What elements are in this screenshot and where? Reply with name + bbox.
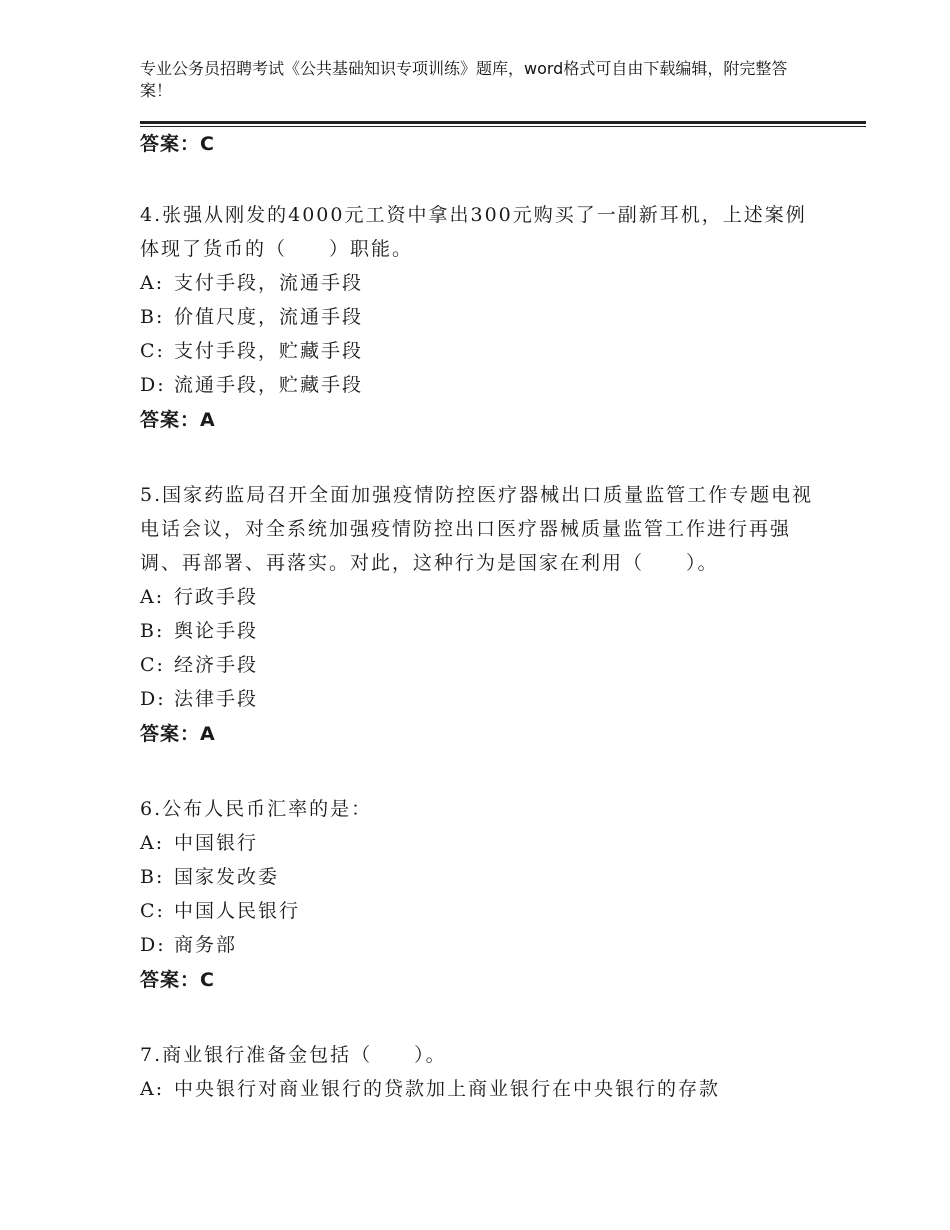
option-text: 中国银行: [174, 832, 259, 854]
option-text: 行政手段: [174, 586, 259, 608]
option-b: [140, 860, 820, 894]
option-text: 舆论手段: [174, 620, 259, 642]
header-rule-thin: [140, 126, 866, 127]
question-answer: 答案：C: [140, 969, 215, 991]
option-letter: C:: [140, 900, 165, 922]
option-letter: A:: [140, 832, 165, 854]
option-c: [140, 894, 820, 928]
question-4: [140, 198, 820, 438]
question-stem: 5.国家药监局召开全面加强疫情防控医疗器械出口质量监管工作专题电视电话会议，对全系统加强疫情防控出口医疗器械质量监管工作进行再强调、再部署、再落实。对此，这种行为是国家在利用（ ）。: [140, 484, 814, 574]
option-text: 流通手段，贮藏手段: [174, 374, 364, 396]
option-text: 支付手段，流通手段: [174, 272, 364, 294]
option-text: 价值尺度，流通手段: [174, 306, 364, 328]
option-d: [140, 928, 820, 962]
option-text: 支付手段，贮藏手段: [174, 340, 364, 362]
option-letter: A:: [140, 1078, 165, 1100]
question-answer: 答案：A: [140, 723, 216, 745]
option-letter: C:: [140, 340, 165, 362]
option-letter: D:: [140, 934, 166, 956]
option-letter: D:: [140, 374, 166, 396]
question-list: [140, 130, 820, 1106]
option-text: 法律手段: [174, 688, 259, 710]
page-header: 专业公务员招聘考试《公共基础知识专项训练》题库，word格式可自由下载编辑，附完整答案！: [140, 59, 788, 100]
question-stem: 6.公布人民币汇率的是：: [140, 798, 373, 820]
option-a: [140, 826, 820, 860]
option-b: [140, 614, 820, 648]
previous-answer: 答案：C: [140, 133, 215, 155]
option-letter: D:: [140, 688, 166, 710]
question-stem: 7.商业银行准备金包括（ ）。: [140, 1044, 447, 1066]
question-answer: 答案：A: [140, 409, 216, 431]
option-letter: A:: [140, 586, 165, 608]
option-text: 商务部: [174, 934, 238, 956]
option-letter: C:: [140, 654, 165, 676]
option-a: [140, 580, 820, 614]
option-a: [140, 1072, 820, 1106]
option-letter: B:: [140, 306, 165, 328]
option-d: [140, 682, 820, 716]
option-c: [140, 648, 820, 682]
option-text: 国家发改委: [174, 866, 280, 888]
option-d: [140, 368, 820, 402]
question-7: [140, 1038, 820, 1106]
option-a: [140, 266, 820, 300]
option-letter: A:: [140, 272, 165, 294]
option-text: 中央银行对商业银行的贷款加上商业银行在中央银行的存款: [174, 1078, 721, 1100]
option-b: [140, 300, 820, 334]
option-c: [140, 334, 820, 368]
question-6: [140, 792, 820, 998]
question-stem: 4.张强从刚发的4000元工资中拿出300元购买了一副新耳机，上述案例体现了货币的（ ）职能。: [140, 204, 807, 260]
option-letter: B:: [140, 620, 165, 642]
header-rule-thick: [140, 121, 866, 124]
option-text: 中国人民银行: [174, 900, 301, 922]
question-5: [140, 478, 820, 752]
option-text: 经济手段: [174, 654, 259, 676]
option-letter: B:: [140, 866, 165, 888]
